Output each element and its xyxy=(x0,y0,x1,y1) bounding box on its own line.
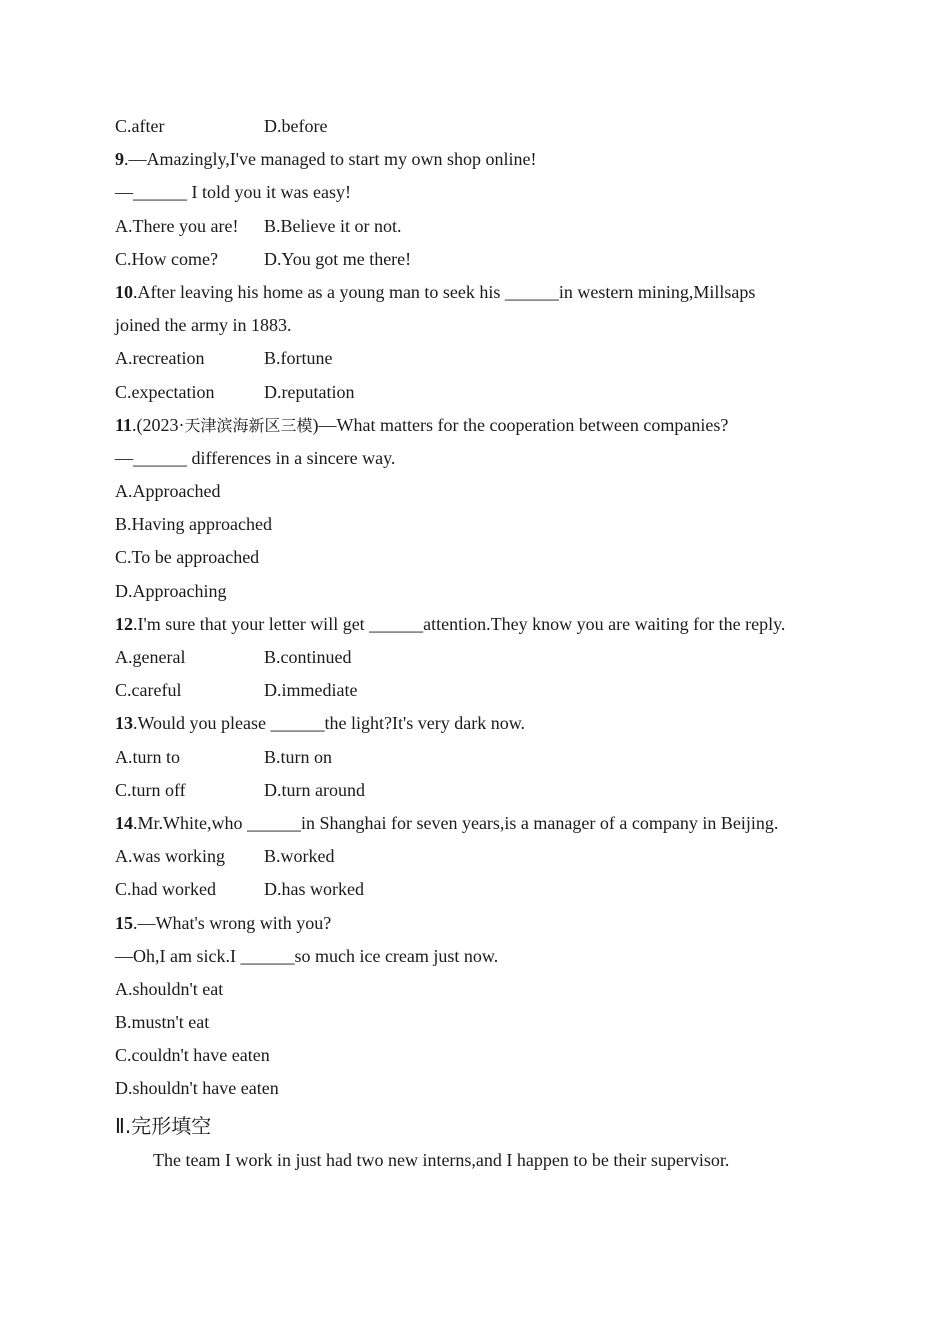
question-9-stem xyxy=(115,143,845,176)
option-c: C.To be approached xyxy=(115,547,260,568)
option-b: B.turn on xyxy=(264,746,333,767)
option-d: D.reputation xyxy=(264,381,355,402)
question-text: .—Amazingly,I've managed to start my own shop online! xyxy=(124,149,537,170)
option-d: D.immediate xyxy=(264,680,358,701)
question-number: 12 xyxy=(115,613,133,634)
question-10-options-cd xyxy=(115,376,845,409)
option-a: A.recreation xyxy=(115,348,205,369)
option-a: A.turn to xyxy=(115,746,180,767)
question-10-options-ab xyxy=(115,342,845,375)
question-14-options-cd xyxy=(115,873,845,906)
option-b: B.Having approached xyxy=(115,514,272,535)
option-d: D.turn around xyxy=(264,779,365,800)
question-text: .I'm sure that your letter will get ______attention.They know you are waiting for the reply. xyxy=(133,613,786,634)
question-source-prefix: .(2023· xyxy=(132,414,185,435)
question-14-options-ab xyxy=(115,840,845,873)
option-c: C.turn off xyxy=(115,779,186,800)
question-number: 15 xyxy=(115,912,133,933)
option-c: C.after xyxy=(115,116,165,136)
question-number: 11 xyxy=(115,414,133,435)
question-15-reply: —Oh,I am sick.I ______so much ice cream just now. xyxy=(115,945,499,966)
question-9-reply: —______ I told you it was easy! xyxy=(115,182,351,203)
question-text: .After leaving his home as a young man to seek his ______in western mining,Millsaps xyxy=(133,281,756,302)
question-text: .Mr.White,who ______in Shanghai for seven years,is a manager of a company in Beijing. xyxy=(133,812,779,833)
question-text: )—What matters for the cooperation between companies? xyxy=(312,414,729,435)
option-c: C.had worked xyxy=(115,879,216,900)
option-b: B.worked xyxy=(264,846,335,867)
option-b: B.Believe it or not. xyxy=(264,215,402,236)
option-d: D.before xyxy=(264,116,328,136)
passage-paragraph: The team I work in just had two new interns,and I happen to be their supervisor. xyxy=(153,1149,730,1170)
option-c: C.careful xyxy=(115,680,182,701)
question-13-stem xyxy=(115,707,845,740)
option-b: B.mustn't eat xyxy=(115,1012,210,1033)
option-d: D.shouldn't have eaten xyxy=(115,1078,279,1099)
question-number: 10 xyxy=(115,281,133,302)
question-text: .—What's wrong with you? xyxy=(133,912,332,933)
question-13-options-cd xyxy=(115,774,845,807)
question-10-stem xyxy=(115,276,845,309)
section-heading: Ⅱ.完形填空 xyxy=(115,1113,212,1138)
option-c: C.expectation xyxy=(115,381,215,402)
option-a: A.There you are! xyxy=(115,215,239,236)
option-d: D.has worked xyxy=(264,879,364,900)
question-15-stem xyxy=(115,907,845,940)
question-11-reply: —______ differences in a sincere way. xyxy=(115,447,396,468)
question-number: 14 xyxy=(115,812,133,833)
question-number: 13 xyxy=(115,713,133,734)
question-source: 天津滨海新区三模 xyxy=(184,415,313,435)
question-14-stem xyxy=(115,807,845,840)
question-9-options-ab xyxy=(115,210,845,243)
question-12-options-cd xyxy=(115,674,845,707)
option-c: C.couldn't have eaten xyxy=(115,1045,270,1066)
option-b: B.fortune xyxy=(264,348,333,369)
option-d: D.You got me there! xyxy=(264,248,412,269)
question-12-stem xyxy=(115,608,845,641)
question-11-stem xyxy=(115,409,845,442)
question-number: 9 xyxy=(115,149,124,170)
question-12-options-ab xyxy=(115,641,845,674)
question-8-options-cd xyxy=(115,110,845,143)
option-b: B.continued xyxy=(264,647,352,667)
question-10-stem-cont: joined the army in 1883. xyxy=(115,315,292,336)
option-c: C.How come? xyxy=(115,248,218,269)
option-a: A.general xyxy=(115,647,186,667)
option-a: A.Approached xyxy=(115,481,221,502)
option-d: D.Approaching xyxy=(115,580,227,601)
question-9-options-cd xyxy=(115,243,845,276)
exam-page xyxy=(115,110,845,1177)
question-text: .Would you please ______the light?It's very dark now. xyxy=(133,713,526,734)
option-a: A.was working xyxy=(115,846,225,867)
question-13-options-ab xyxy=(115,741,845,774)
option-a: A.shouldn't eat xyxy=(115,978,224,999)
